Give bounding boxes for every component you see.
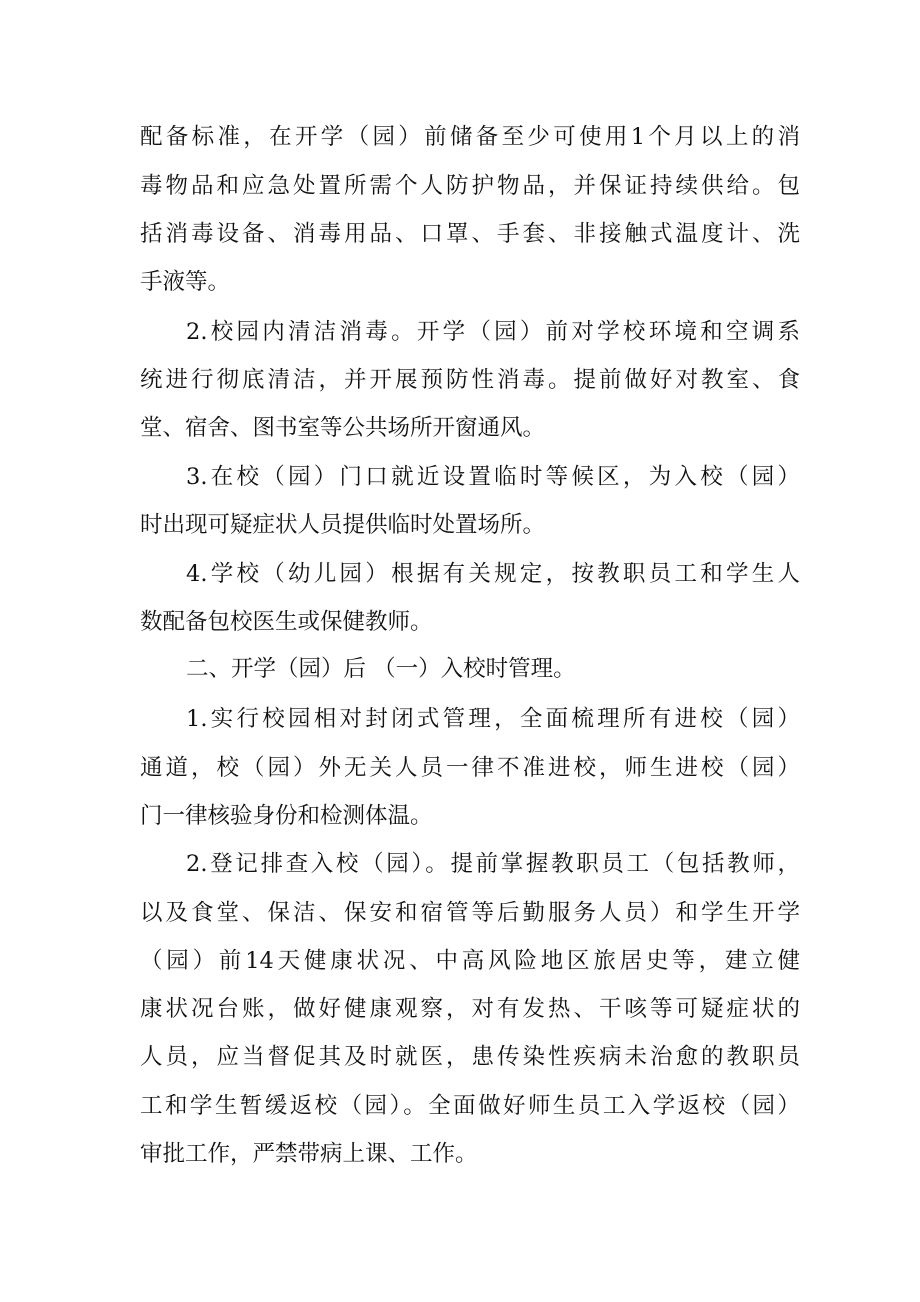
text-line: 4.学校（幼儿园）根据有关规定，按教职员工和学生人	[186, 561, 800, 587]
text-line: 通道，校（园）外无关人员一律不准进校，师生进校（园）	[140, 755, 800, 781]
text-line: 时出现可疑症状人员提供临时处置场所。	[140, 512, 546, 538]
text-line: 1.实行校园相对封闭式管理，全面梳理所有进校（园）	[186, 706, 800, 732]
text-line: （园）前14天健康状况、中高风险地区旅居史等，建立健	[140, 948, 800, 974]
text-line: 配备标准，在开学（园）前储备至少可使用1个月以上的消	[140, 124, 800, 150]
text-line: 3.在校（园）门口就近设置临时等候区，为入校（园）	[186, 464, 800, 490]
text-line: 括消毒设备、消毒用品、口罩、手套、非接触式温度计、洗	[140, 221, 800, 247]
text-line: 堂、宿舍、图书室等公共场所开窗通风。	[140, 415, 546, 441]
text-line: 工和学生暂缓返校（园）。全面做好师生员工入学返校（园）	[140, 1093, 800, 1119]
text-line: 2.校园内清洁消毒。开学（园）前对学校环境和空调系	[186, 319, 800, 345]
text-line: 手液等。	[140, 269, 231, 295]
text-line: 数配备包校医生或保健教师。	[140, 609, 433, 635]
text-line: 毒物品和应急处置所需个人防护物品，并保证持续供给。包	[140, 173, 800, 199]
text-line: 人员，应当督促其及时就医，患传染性疾病未治愈的教职员	[140, 1044, 800, 1070]
section-heading: 二、开学（园）后 （一）入校时管理。	[186, 656, 576, 682]
text-line: 以及食堂、保洁、保安和宿管等后勤服务人员）和学生开学	[140, 900, 800, 926]
text-line: 康状况台账，做好健康观察，对有发热、干咳等可疑症状的	[140, 996, 800, 1022]
text-line: 2.登记排查入校（园）。提前掌握教职员工（包括教师，	[186, 851, 800, 877]
text-line: 统进行彻底清洁，并开展预防性消毒。提前做好对教室、食	[140, 367, 800, 393]
text-line: 门一律核验身份和检测体温。	[140, 803, 433, 829]
text-line: 审批工作，严禁带病上课、工作。	[140, 1141, 478, 1167]
